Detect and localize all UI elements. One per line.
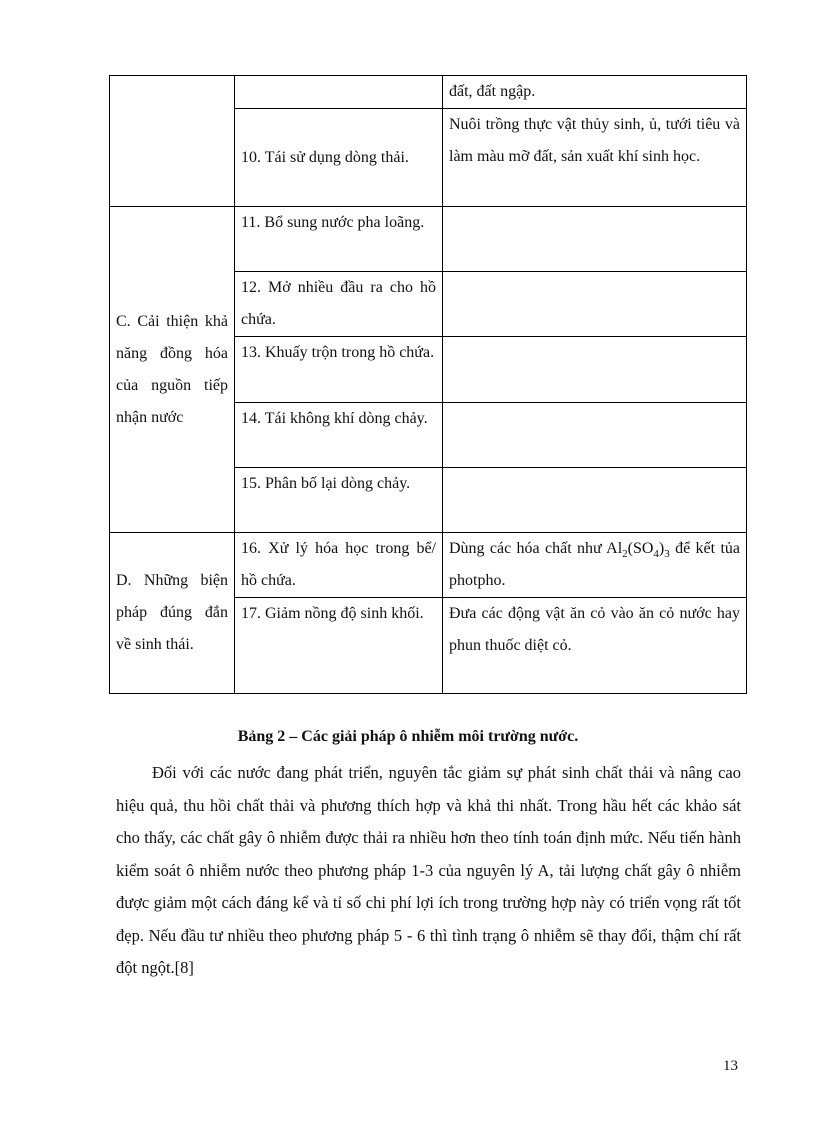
note-cell-17: Đưa các động vật ăn cỏ vào ăn cỏ nước hay phun thuốc diệt cỏ.	[443, 598, 747, 694]
note-16-mid: (SO	[627, 540, 654, 557]
subscript-2: 2	[622, 548, 628, 561]
note-cell-10: Nuôi trồng thực vật thủy sinh, ủ, tưới tiêu và làm màu mỡ đất, sản xuất khí sinh học.	[443, 109, 747, 207]
note-16-suffix: để kết tủa photpho.	[449, 540, 740, 589]
table-row	[110, 76, 747, 109]
note-16-mid2: )	[658, 540, 665, 557]
note-cell-empty	[443, 403, 747, 468]
note-cell: đất, đất ngập.	[443, 76, 747, 109]
note-cell-empty	[443, 207, 747, 272]
category-cell-c: C. Cải thiện khả năng đồng hóa của nguồn tiếp nhận nước	[110, 207, 235, 533]
body-paragraph: Đối với các nước đang phát triển, nguyên tắc giảm sự phát sinh chất thải và nâng cao hiệu quả, thu hồi chất thải và phương thích hợp và khả thi nhất. Trong hầu hết các khảo sát cho thấy, các chất gây ô nhiễm được thải ra nhiều hơn theo tính toán định mức. Nếu tiến hành kiểm soát ô nhiễm nước theo phương pháp 1-3 của nguyên lý A, tải lượng chất gây ô nhiễm được giảm một cách đáng kể và tỉ số chi phí lợi ích trong trường hợp này có triển vọng rất tốt đẹp. Nếu đầu tư nhiều theo phương pháp 5 - 6 thì tình trạng ô nhiễm sẽ thay đổi, thậm chí rất đột ngột.[8]	[116, 763, 741, 977]
table-row	[110, 207, 747, 272]
method-cell-12: 12. Mở nhiều đầu ra cho hồ chứa.	[235, 272, 443, 337]
note-cell-empty	[443, 337, 747, 403]
note-cell-empty	[443, 468, 747, 533]
method-cell-10: 10. Tái sử dụng dòng thải.	[235, 109, 443, 207]
method-cell-15: 15. Phân bố lại dòng chảy.	[235, 468, 443, 533]
category-cell-d: D. Những biện pháp đúng đắn về sinh thái.	[110, 533, 235, 694]
method-cell-16: 16. Xử lý hóa học trong bể/ hồ chứa.	[235, 533, 443, 598]
method-cell-14: 14. Tái không khí dòng chảy.	[235, 403, 443, 468]
note-16-prefix: Dùng các hóa chất như Al	[449, 540, 623, 557]
note-cell-16	[443, 533, 747, 598]
subscript-4: 4	[653, 548, 659, 561]
subscript-3: 3	[664, 548, 670, 561]
method-cell-empty	[235, 76, 443, 109]
method-cell-13: 13. Khuấy trộn trong hồ chứa.	[235, 337, 443, 403]
method-cell-11: 11. Bổ sung nước pha loãng.	[235, 207, 443, 272]
table-row	[110, 533, 747, 598]
note-cell-empty	[443, 272, 747, 337]
method-cell-17: 17. Giảm nồng độ sinh khối.	[235, 598, 443, 694]
table-caption: Bảng 2 – Các giải pháp ô nhiễm môi trường nước.	[237, 728, 579, 745]
page-number: 13	[723, 1058, 738, 1074]
category-cell-b-continued	[110, 76, 235, 207]
solutions-table	[109, 75, 747, 694]
